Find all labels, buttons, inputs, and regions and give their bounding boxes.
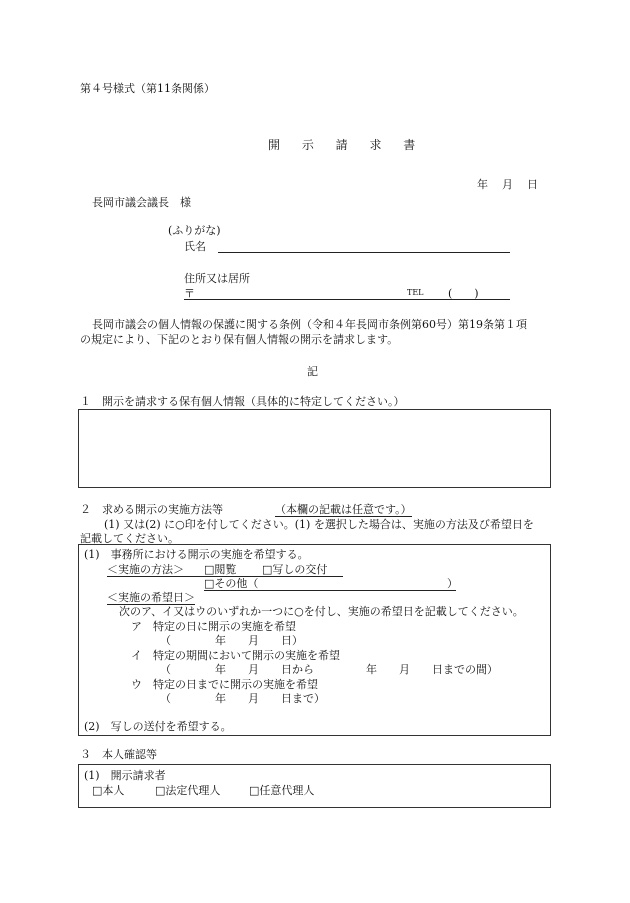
name-field[interactable]: [218, 252, 510, 253]
section3-title: ３ 本人確認等: [80, 748, 157, 761]
addressee: 長岡市議会議長 様: [92, 196, 191, 209]
method-label: ＜実施の方法＞: [107, 563, 184, 576]
section2-item2[interactable]: (2) 写しの送付を希望する。: [84, 720, 232, 733]
furigana-label: (ふりがな): [168, 224, 221, 237]
date-section-label: ＜実施の希望日＞: [107, 591, 195, 604]
section1-title: １ 開示を請求する保有個人情報（具体的に特定してください。）: [80, 395, 405, 408]
method-copy-option[interactable]: [262, 563, 327, 576]
checkbox-icon: [92, 784, 102, 797]
section2-instruction-1: (1) 又は(2) に○印を付してください。(1) を選択した場合は、実施の方法及び希望日を: [104, 518, 534, 531]
postal-mark: 〒: [184, 287, 195, 300]
date-instruction: 次のア、イ又はウのいずれか一つに○を付し、実施の希望日を記載してください。: [119, 605, 524, 618]
date-year-label: 年: [477, 178, 488, 191]
section2-instruction-2: 記載してください。: [80, 532, 179, 545]
opt-self[interactable]: [92, 784, 124, 797]
option-u-label[interactable]: ウ 特定の日までに開示の実施を希望: [131, 678, 318, 691]
opt-voluntary[interactable]: [249, 784, 314, 797]
address-label: 住所又は居所: [184, 272, 250, 285]
method-view-option[interactable]: [204, 563, 236, 576]
method-view-label: 閲覧: [214, 563, 237, 576]
option-i-date-to: 年 月 日までの間）: [366, 663, 498, 676]
option-a-label[interactable]: ア 特定の日に開示の実施を希望: [131, 620, 296, 633]
section3-item1: (1) 開示請求者: [84, 769, 166, 782]
checkbox-icon: [155, 784, 165, 797]
opt-self-label: 本人: [102, 784, 125, 797]
address-field[interactable]: [184, 299, 510, 300]
section2-note: （本欄の記載は任意です。）: [275, 503, 412, 516]
method-other-field[interactable]: [204, 590, 456, 591]
section2-item1[interactable]: (1) 事務所における開示の実施を希望する。: [84, 548, 309, 561]
method-other-close: ）: [447, 577, 458, 590]
option-i-label[interactable]: イ 特定の期間において開示の実施を希望: [131, 649, 340, 662]
name-label: 氏名: [184, 240, 206, 253]
opt-legal[interactable]: [155, 784, 220, 797]
option-a-date: （ 年 月 日）: [160, 634, 303, 647]
method-other-option[interactable]: [204, 577, 258, 590]
checkbox-icon: [262, 563, 272, 576]
page-title: 開 示 請 求 書: [268, 138, 425, 152]
opt-legal-label: 法定代理人: [165, 784, 221, 797]
form-number: 第４号様式（第11条関係）: [80, 82, 215, 95]
ki-heading: 記: [307, 365, 318, 378]
checkbox-icon: [249, 784, 259, 797]
option-i-date-from: （ 年 月 日から: [160, 663, 314, 676]
section2-title: ２ 求める開示の実施方法等: [80, 503, 223, 516]
method-copy-label: 写しの交付: [272, 563, 328, 576]
tel-label: TEL: [407, 288, 424, 297]
checkbox-icon: [204, 563, 214, 576]
option-u-date: （ 年 月 日まで）: [160, 692, 325, 705]
tel-parens: ( ): [448, 287, 479, 300]
intro-line-2: の規定により、下記のとおり保有個人情報の開示を請求します。: [80, 333, 399, 346]
intro-line-1: 長岡市議会の個人情報の保護に関する条例（令和４年長岡市条例第60号）第19条第１項: [92, 318, 527, 331]
date-month-label: 月: [502, 178, 513, 191]
date-day-label: 日: [527, 178, 538, 191]
checkbox-icon: [204, 577, 214, 590]
opt-voluntary-label: 任意代理人: [259, 784, 315, 797]
method-other-label: その他（: [214, 577, 259, 590]
section1-input-box[interactable]: [78, 409, 551, 488]
